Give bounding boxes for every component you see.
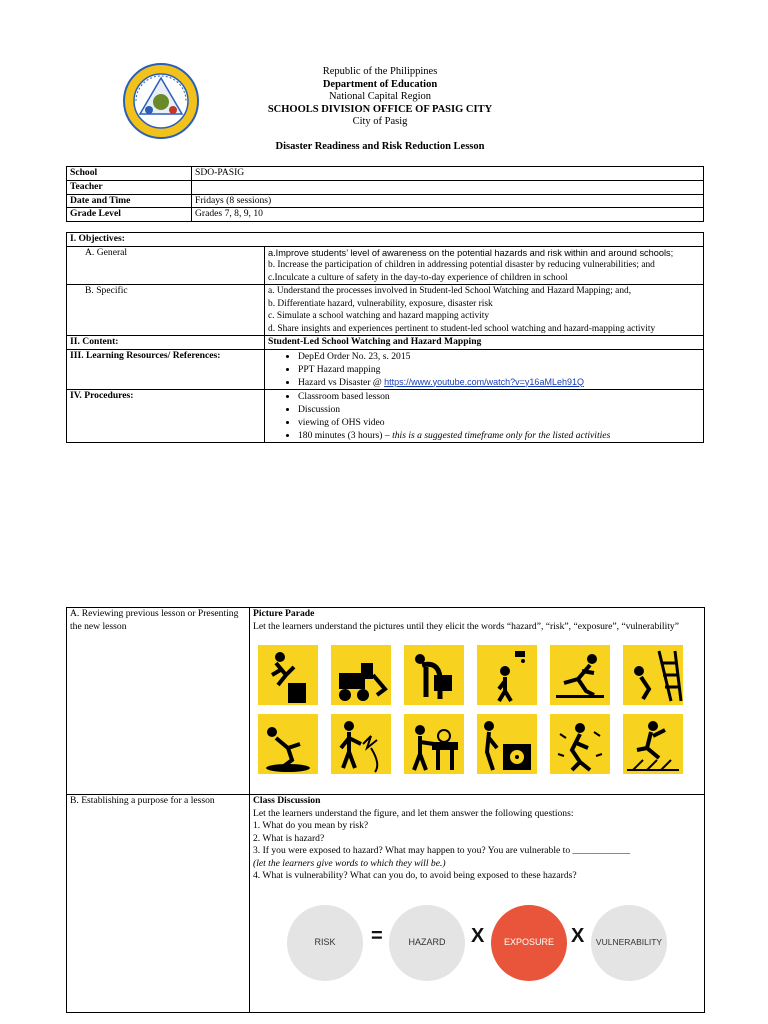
multiply-sign-2: X [571, 924, 585, 947]
picture-parade-title: Picture Parade [253, 608, 315, 619]
falling-object-icon [477, 645, 537, 705]
resources-list [268, 350, 700, 389]
info-table [66, 166, 704, 222]
specific-objective-a: a. Understand the processes involved in Student-led School Watching and Hazard Mapping; and, [268, 286, 632, 296]
electric-shock-icon [331, 714, 391, 774]
question-3-note: (let the learners give words to which they will be.) [253, 857, 446, 869]
list-item: • Discussion [298, 403, 700, 416]
division-line: SCHOOLS DIVISION OFFICE OF PASIG CITY [267, 104, 493, 115]
class-discussion-title: Class Discussion [253, 795, 321, 806]
content-label: II. Content: [67, 336, 265, 350]
list-item [298, 376, 700, 389]
lesson-title: Disaster Readiness and Risk Reduction Lesson [275, 141, 485, 152]
section-b-label: B. Establishing a purpose for a lesson [67, 795, 250, 1013]
picture-parade-text: Let the learners understand the pictures until they elicit the words “hazard”, “risk”, “exposure”, “vulnerability” [253, 620, 679, 632]
info-value: SDO-PASIG [192, 167, 704, 181]
info-label: Grade Level [67, 208, 192, 222]
specific-objective-c: c. Simulate a school watching and hazard mapping activity [268, 311, 490, 321]
specific-objective-d: d. Share insights and experiences pertinent to student-led school watching and hazard-mapping activity [268, 323, 656, 334]
city-line: City of Pasig [352, 116, 408, 127]
lifting-box-icon [404, 645, 464, 705]
falling-person-icon [258, 645, 318, 705]
general-objective-c: c.Inculcate a culture of safety in the day-to-day experience of children in school [268, 272, 568, 283]
bulldozer-icon [331, 645, 391, 705]
specific-objective-b: b. Differentiate hazard, vulnerability, exposure, disaster risk [268, 298, 493, 309]
info-value: Fridays (8 sessions) [192, 194, 704, 208]
risk-equation [253, 883, 701, 993]
equals-sign: = [371, 924, 383, 947]
question-4: 4. What is vulnerability? What can you do, to avoid being exposed to these hazards? [253, 870, 577, 881]
procedures-list [268, 390, 700, 442]
info-label: School [67, 167, 192, 181]
question-2: 2. What is hazard? [253, 832, 325, 844]
cutting-machine-icon [404, 714, 464, 774]
exposure-circle: EXPOSURE [491, 905, 567, 981]
hazard-icon-grid [253, 633, 701, 773]
time-text: 180 minutes (3 hours) – [298, 429, 390, 441]
list-item: • viewing of OHS video [298, 416, 700, 429]
multiply-sign-1: X [471, 924, 485, 947]
info-label: Teacher [67, 181, 192, 195]
resources-label: III. Learning Resources/ References: [67, 349, 265, 389]
procedures-table [66, 607, 705, 1013]
section-a-label: A. Reviewing previous lesson or Presenting the new lesson [67, 608, 250, 795]
radiation-icon [477, 714, 537, 774]
content-value: Student-Led School Watching and Hazard Mapping [265, 336, 704, 350]
objectives-heading: I. Objectives: [67, 233, 704, 247]
slipping-icon [258, 714, 318, 774]
youtube-link[interactable]: https://www.youtube.com/watch?v=y16aMLeh91Q [384, 376, 584, 387]
objectives-table [66, 232, 704, 443]
tripping-icon [550, 645, 610, 705]
ladder-fall-icon [623, 645, 683, 705]
general-label: A. General [67, 246, 265, 285]
general-objective-a: a.Improve students’ level of awareness on the potential hazards and risk within and around schools; [268, 247, 674, 258]
list-item: • DepEd Order No. 23, s. 2015 [298, 350, 700, 363]
general-objective-b: b. Increase the participation of children in addressing potential disaster by reducing vulnerabilities; and [268, 260, 655, 270]
specific-label: B. Specific [67, 285, 265, 336]
time-note: this is a suggested timeframe only for the listed activities [389, 429, 611, 441]
info-value [192, 181, 704, 195]
list-item: • Classroom based lesson [298, 390, 700, 403]
info-label: Date and Time [67, 194, 192, 208]
vibration-icon [550, 714, 610, 774]
wet-floor-icon [623, 714, 683, 774]
link-prefix: Hazard vs Disaster @ [298, 376, 382, 388]
discussion-intro: Let the learners understand the figure, and let them answer the following questions: [253, 807, 574, 819]
question-3: 3. If you were exposed to hazard? What may happen to you? You are vulnerable to ____________ [253, 845, 631, 856]
republic-line: Republic of the Philippines [322, 66, 438, 77]
question-1: 1. What do you mean by risk? [253, 820, 369, 831]
department-line: Department of Education [322, 79, 438, 90]
info-value: Grades 7, 8, 9, 10 [192, 208, 704, 222]
procedures-label: IV. Procedures: [67, 389, 265, 442]
risk-circle: RISK [287, 905, 363, 981]
hazard-circle: HAZARD [389, 905, 465, 981]
list-item: • PPT Hazard mapping [298, 363, 700, 376]
list-item [298, 429, 700, 442]
vulnerability-circle: VULNERABILITY [591, 905, 667, 981]
region-line: National Capital Region [328, 91, 432, 102]
